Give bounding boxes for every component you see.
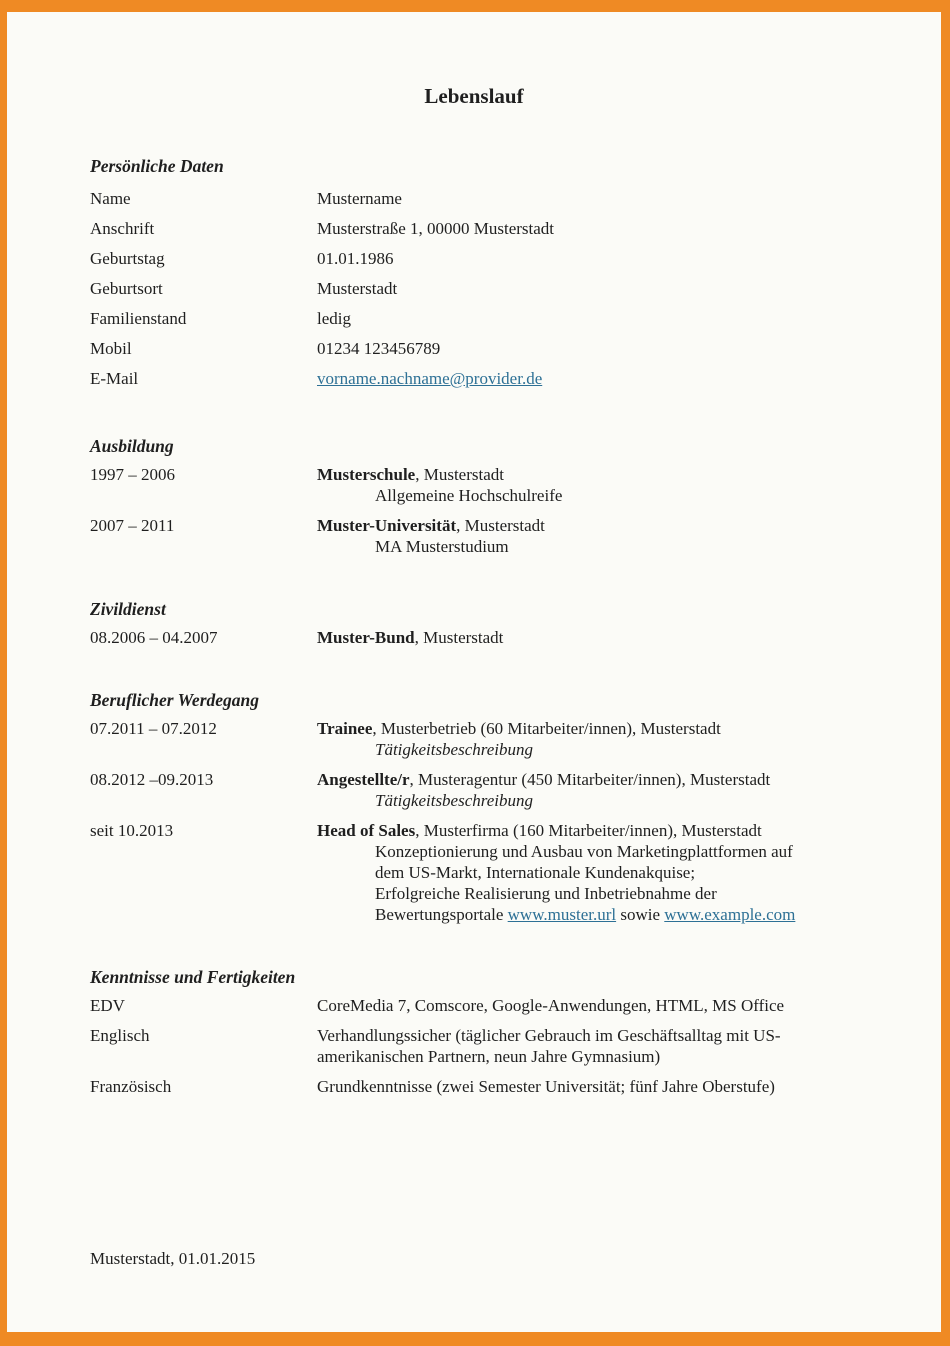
section-heading-career: Beruflicher Werdegang [90, 690, 260, 710]
period: 2007 – 2011 [90, 516, 175, 535]
period: 08.2006 – 04.2007 [90, 628, 218, 647]
personal-row-familienstand [90, 304, 891, 334]
institution: Musterschule [317, 465, 416, 484]
career-entry [90, 718, 891, 760]
skill-value: Grundkenntnisse (zwei Semester Universität; fünf Jahre Oberstufe) [317, 1077, 775, 1096]
job-description: Tätigkeitsbeschreibung [375, 791, 534, 810]
personal-row-anschrift [90, 214, 891, 244]
entry-body [317, 769, 822, 811]
civil-service-entry [90, 627, 891, 648]
education-entry [90, 464, 891, 506]
section-heading-skills: Kenntnisse und Fertigkeiten [90, 967, 296, 987]
skill-row-franzoesisch [90, 1076, 891, 1097]
email-link[interactable]: vorname.nachname@provider.de [317, 369, 543, 388]
personal-row-email [90, 364, 891, 394]
page-title: Lebenslauf [424, 84, 524, 108]
personal-row-geburtsort [90, 274, 891, 304]
job-description: Tätigkeitsbeschreibung [375, 740, 534, 759]
period: 1997 – 2006 [90, 465, 175, 484]
personal-row-geburtstag [90, 244, 891, 274]
skill-row-edv [90, 995, 891, 1016]
field-label: Familienstand [90, 309, 187, 328]
description-line: dem US-Markt, Internationale Kundenakquise; [375, 863, 696, 882]
career-entry [90, 769, 891, 811]
institution-location: , Musterstadt [415, 465, 504, 484]
personal-data-table [90, 184, 891, 394]
job-title: Trainee [317, 719, 373, 738]
skill-value: Verhandlungssicher (täglicher Gebrauch im Geschäftsalltag mit US-amerikanischen Partnern, neun Jahre Gymnasium) [317, 1026, 781, 1066]
entry-body [317, 515, 822, 557]
field-label: Geburtsort [90, 279, 163, 298]
entry-body [317, 718, 822, 760]
cv-page [7, 12, 941, 1332]
description-line: Konzeptionierung und Ausbau von Marketingplattformen auf [375, 842, 793, 861]
muster-url-link[interactable]: www.muster.url [507, 905, 617, 924]
section-heading-education: Ausbildung [90, 436, 174, 456]
section-heading-personal: Persönliche Daten [90, 156, 224, 176]
field-label: E-Mail [90, 369, 139, 388]
job-title: Angestellte/r [317, 770, 410, 789]
institution: Muster-Universität [317, 516, 457, 535]
description-line: sowie [616, 905, 665, 924]
period: 08.2012 –09.2013 [90, 770, 214, 789]
institution-location: , Musterstadt [456, 516, 545, 535]
degree: MA Musterstudium [375, 537, 509, 556]
job-description [375, 841, 822, 925]
description-line: Bewertungsportale [375, 905, 508, 924]
job-company: , Musteragentur (450 Mitarbeiter/innen), Musterstadt [409, 770, 771, 789]
section-heading-civil-service: Zivildienst [90, 599, 166, 619]
period: seit 10.2013 [90, 821, 174, 840]
entry-body [317, 820, 822, 925]
skill-label: Französisch [90, 1077, 172, 1096]
personal-row-mobil [90, 334, 891, 364]
career-entry [90, 820, 891, 925]
period: 07.2011 – 07.2012 [90, 719, 217, 738]
organization-location: , Musterstadt [414, 628, 504, 647]
organization: Muster-Bund [317, 628, 415, 647]
field-value: 01.01.1986 [317, 249, 394, 268]
entry-body [317, 464, 822, 506]
field-label: Name [90, 189, 131, 208]
degree: Allgemeine Hochschulreife [375, 486, 563, 505]
skill-row-englisch [90, 1025, 891, 1067]
skill-label: EDV [90, 996, 125, 1015]
field-value: 01234 123456789 [317, 339, 441, 358]
cv-content [7, 155, 941, 1269]
education-entry [90, 515, 891, 557]
job-company: , Musterfirma (160 Mitarbeiter/innen), Musterstadt [415, 821, 762, 840]
skill-label: Englisch [90, 1026, 150, 1045]
description-line: Erfolgreiche Realisierung und Inbetriebnahme der [375, 884, 717, 903]
field-label: Mobil [90, 339, 132, 358]
signature-line: Musterstadt, 01.01.2015 [90, 1249, 256, 1268]
job-company: , Musterbetrieb (60 Mitarbeiter/innen), Musterstadt [372, 719, 721, 738]
field-label: Geburtstag [90, 249, 165, 268]
personal-row-name [90, 184, 891, 214]
field-value: Musterstadt [317, 279, 398, 298]
example-url-link[interactable]: www.example.com [664, 905, 796, 924]
job-title: Head of Sales [317, 821, 416, 840]
field-value: Musterstraße 1, 00000 Musterstadt [317, 219, 555, 238]
entry-body [317, 627, 822, 648]
field-value: ledig [317, 309, 351, 328]
skill-value: CoreMedia 7, Comscore, Google-Anwendungen, HTML, MS Office [317, 996, 785, 1015]
field-label: Anschrift [90, 219, 155, 238]
field-value: Mustername [317, 189, 402, 208]
